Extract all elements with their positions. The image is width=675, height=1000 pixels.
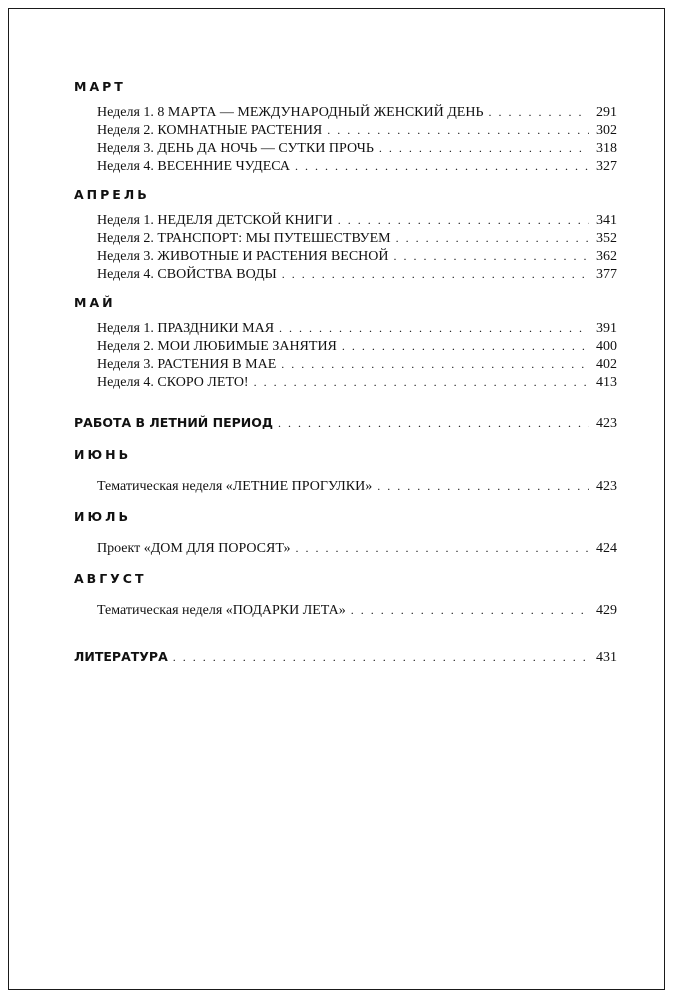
toc-entry[interactable] [97,247,617,265]
dot-leader [488,103,589,121]
toc-entry-title: Неделя 2. ТРАНСПОРТ: МЫ ПУТЕШЕСТВУЕМ [97,231,391,246]
toc-entry-title: Неделя 1. НЕДЕЛЯ ДЕТСКОЙ КНИГИ [97,213,333,228]
toc-entry-title: Неделя 2. КОМНАТНЫЕ РАСТЕНИЯ [97,123,323,138]
dot-leader [282,265,589,283]
section-heading-may: МАЙ [74,295,116,310]
dot-leader [295,157,589,175]
dot-leader [279,319,589,337]
toc-entry-title: Неделя 3. РАСТЕНИЯ В МАЕ [97,357,277,372]
toc-entry[interactable] [97,355,617,373]
section-heading-august: АВГУСТ [74,571,147,586]
toc-entry-title: Проект «ДОМ ДЛЯ ПОРОСЯТ» [97,541,291,556]
section-entries-august [74,601,617,619]
dot-leader [327,121,589,139]
toc-entry[interactable] [97,539,617,557]
toc-entry-title: ЛИТЕРАТУРА [74,649,168,664]
section-entries-june [74,477,617,495]
toc-entry-page: 291 [596,105,617,120]
toc-entry[interactable] [97,601,617,619]
toc-entry[interactable] [97,337,617,355]
dot-leader [342,337,589,355]
toc-entry-title: Неделя 4. СВОЙСТВА ВОДЫ [97,267,277,282]
section-heading-april: АПРЕЛЬ [74,187,150,202]
toc-entry[interactable] [97,139,617,157]
dot-leader [281,355,589,373]
dot-leader [379,139,589,157]
toc-entry[interactable] [97,265,617,283]
dot-leader [396,229,589,247]
toc-entry[interactable] [97,319,617,337]
dot-leader [173,647,589,667]
toc-entry[interactable] [97,211,617,229]
toc-entry-title: Неделя 3. ДЕНЬ ДА НОЧЬ — СУТКИ ПРОЧЬ [97,141,374,156]
toc-entry-page: 429 [596,603,617,618]
toc-entry-title: Неделя 2. МОИ ЛЮБИМЫЕ ЗАНЯТИЯ [97,339,337,354]
toc-entry-title: Неделя 4. ВЕСЕННИЕ ЧУДЕСА [97,159,291,174]
toc-entry-page: 377 [596,267,617,282]
dot-leader [278,413,589,433]
toc-entry-summer-work[interactable] [74,413,617,433]
toc-entry-title: Неделя 4. СКОРО ЛЕТО! [97,375,249,390]
toc-entry-page: 423 [596,416,617,431]
section-heading-june: ИЮНЬ [74,447,132,462]
toc-entry[interactable] [97,229,617,247]
toc-entry-page: 431 [596,650,617,665]
section-entries-march [74,103,617,175]
toc-entry[interactable] [97,477,617,495]
toc-entry-page: 327 [596,159,617,174]
section-heading-march: МАРТ [74,79,126,94]
toc-entry-page: 362 [596,249,617,264]
toc-entry-title: Тематическая неделя «ПОДАРКИ ЛЕТА» [97,603,346,618]
section-entries-may [74,319,617,391]
toc-entry-page: 413 [596,375,617,390]
toc-entry[interactable] [97,103,617,121]
toc-entry-page: 424 [596,541,617,556]
dot-leader [394,247,589,265]
table-of-contents [74,77,617,667]
toc-entry-page: 352 [596,231,617,246]
toc-entry-title: Неделя 1. ПРАЗДНИКИ МАЯ [97,321,275,336]
toc-entry-page: 400 [596,339,617,354]
toc-entry[interactable] [97,157,617,175]
toc-entry[interactable] [97,373,617,391]
toc-entry-title: РАБОТА В ЛЕТНИЙ ПЕРИОД [74,415,273,430]
toc-entry-title: Неделя 3. ЖИВОТНЫЕ И РАСТЕНИЯ ВЕСНОЙ [97,249,389,264]
toc-entry-page: 402 [596,357,617,372]
toc-entry[interactable] [97,121,617,139]
book-page [8,8,665,990]
toc-entry-page: 423 [596,479,617,494]
toc-entry-title: Тематическая неделя «ЛЕТНИЕ ПРОГУЛКИ» [97,479,373,494]
section-entries-april [74,211,617,283]
section-entries-july [74,539,617,557]
toc-entry-page: 341 [596,213,617,228]
toc-entry-page: 318 [596,141,617,156]
dot-leader [254,373,589,391]
toc-entry-page: 302 [596,123,617,138]
dot-leader [351,601,589,619]
toc-entry-title: Неделя 1. 8 МАРТА — МЕЖДУНАРОДНЫЙ ЖЕНСКИЙ ДЕНЬ [97,105,484,120]
toc-entry-literature[interactable] [74,647,617,667]
dot-leader [377,477,589,495]
dot-leader [338,211,589,229]
dot-leader [296,539,589,557]
toc-entry-page: 391 [596,321,617,336]
section-heading-july: ИЮЛЬ [74,509,132,524]
